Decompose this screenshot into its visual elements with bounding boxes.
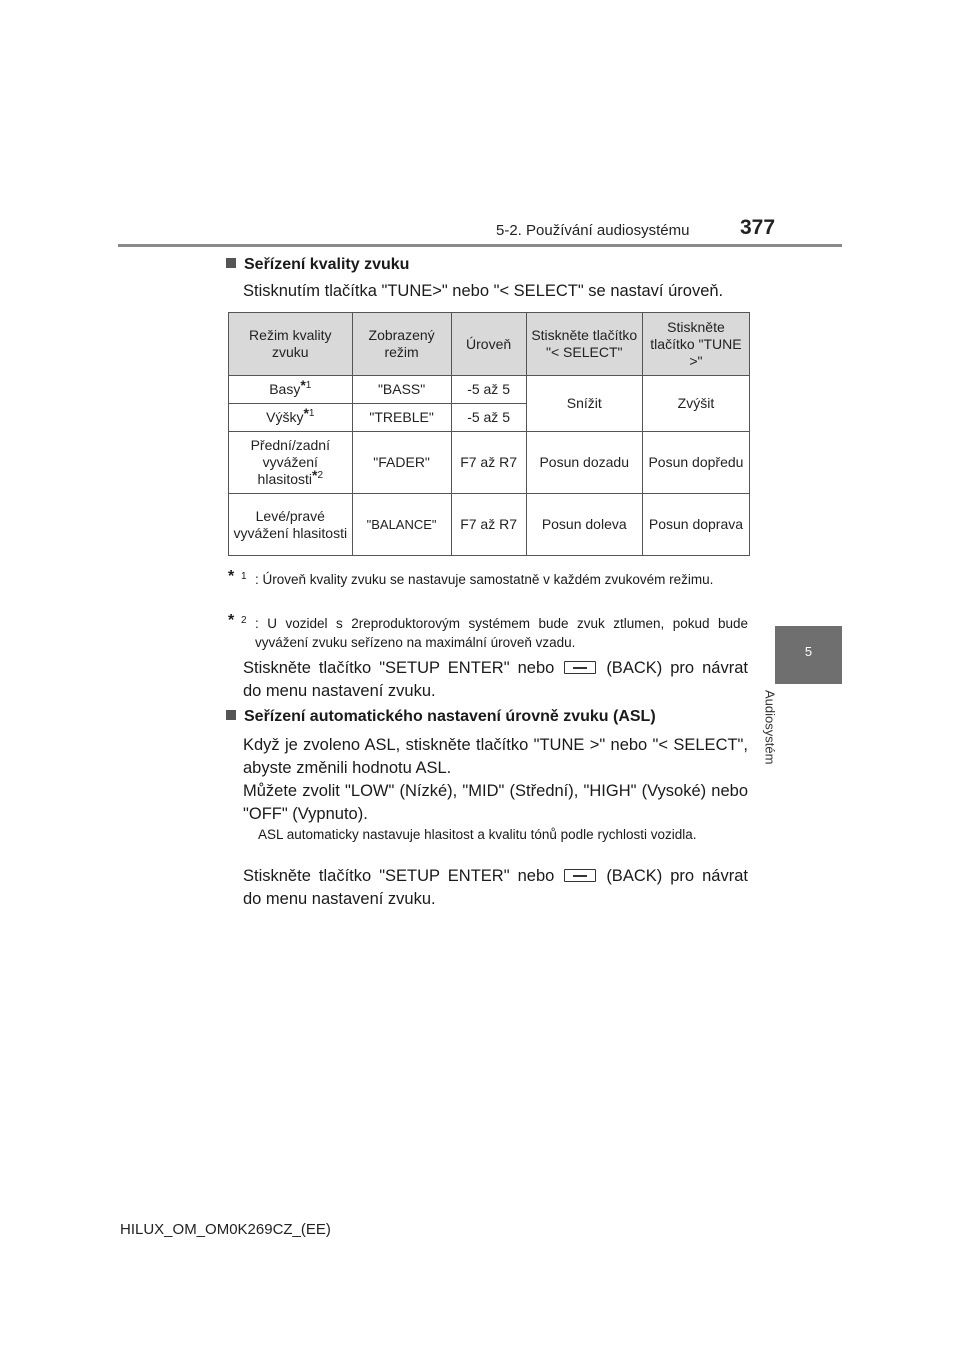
table-cell-mode: Přední/zadní vyvážení hlasitosti$^{*2}$ [229, 432, 353, 494]
section-heading-sound-quality [226, 256, 409, 274]
table-header-cell: Stiskněte tlačítko "TUNE >" [642, 313, 749, 376]
footnote-2 [228, 614, 748, 652]
table-cell-display: "BASS" [352, 376, 451, 404]
header-divider [118, 244, 842, 247]
asl-para-2: Můžete zvolit "LOW" (Nízké), "MID" (Střední), "HIGH" (Vysoké) nebo "OFF" (Vypnuto). [243, 782, 748, 823]
table-row [229, 432, 750, 494]
footnote-asterisk: * [228, 612, 235, 629]
table-row [229, 376, 750, 404]
table-cell-tune: Posun dopředu [642, 432, 749, 494]
asl-note: ASL automaticky nastavuje hlasitost a kvalitu tónů podle rychlosti vozidla. [258, 827, 697, 842]
chapter-label: Audiosystém [762, 690, 778, 765]
square-bullet-icon [226, 710, 236, 720]
header-section-title: 5-2. Používání audiosystému [496, 222, 690, 239]
table-cell-level: -5 až 5 [451, 404, 526, 432]
table-cell-level: F7 až R7 [451, 494, 526, 556]
page-number: 377 [740, 216, 776, 239]
table-cell-level: -5 až 5 [451, 376, 526, 404]
sound-settings-table [228, 312, 750, 556]
footnote-asterisk: * [228, 568, 235, 585]
table-cell-select: Posun doleva [526, 494, 642, 556]
table-cell-display: "TREBLE" [352, 404, 451, 432]
table-cell-display: "BALANCE" [352, 494, 451, 556]
table-cell-level: F7 až R7 [451, 432, 526, 494]
table-cell-select: Posun dozadu [526, 432, 642, 494]
chapter-label-container [760, 690, 780, 780]
table-row [229, 494, 750, 556]
footnote-text: : Úroveň kvality zvuku se nastavuje samostatně v každém zvukovém režimu. [255, 572, 714, 587]
asl-para-1: Když je zvoleno ASL, stiskněte tlačítko "TUNE >" nebo "< SELECT", abyste změnili hodnotu ASL. [243, 736, 748, 777]
table-cell-tune: Posun doprava [642, 494, 749, 556]
footnote-number: 2 [241, 615, 247, 626]
table-header-cell: Stiskněte tlačítko "< SELECT" [526, 313, 642, 376]
table-header-cell: Úroveň [451, 313, 526, 376]
heading-text: Seřízení kvality zvuku [244, 256, 410, 273]
footnote-1 [228, 570, 748, 589]
back-button-icon [564, 869, 596, 882]
section-heading-asl [226, 708, 656, 726]
return-instruction-2: Stiskněte tlačítko "SETUP ENTER" nebo (BACK) pro návrat do menu nastavení zvuku. [243, 867, 748, 908]
table-header-cell: Režim kvality zvuku [229, 313, 353, 376]
table-cell-select-merged: Snížit [526, 376, 642, 432]
asl-description [243, 734, 748, 826]
chapter-tab [775, 626, 842, 684]
table-cell-mode: Basy$^{*1}$ [229, 376, 353, 404]
intro-text: Stisknutím tlačítka "TUNE>" nebo "< SELECT" se nastaví úroveň. [243, 282, 724, 300]
heading-text: Seřízení automatického nastavení úrovně zvuku (ASL) [244, 708, 656, 725]
chapter-number: 5 [804, 644, 813, 659]
footnote-asterisk: * [300, 377, 306, 393]
table-header-cell: Zobrazený režim [352, 313, 451, 376]
square-bullet-icon [226, 258, 236, 268]
table-cell-mode: Výšky$^{*1}$ [229, 404, 353, 432]
table-cell-display: "FADER" [352, 432, 451, 494]
footnote-number: 1 [241, 571, 247, 582]
back-button-icon [564, 661, 596, 674]
footnote-text: : U vozidel s 2reproduktorovým systémem bude zvuk ztlumen, pokud bude vyvážení zvuku seřízeno na maximální úroveň vzadu. [255, 616, 748, 650]
footnote-asterisk: * [303, 405, 309, 421]
table-cell-tune-merged: Zvýšit [642, 376, 749, 432]
return-instruction-1: Stiskněte tlačítko "SETUP ENTER" nebo (BACK) pro návrat do menu nastavení zvuku. [243, 659, 748, 700]
table-cell-mode: Levé/pravé vyvážení hlasitosti [229, 494, 353, 556]
document-id: HILUX_OM_OM0K269CZ_(EE) [120, 1221, 331, 1238]
table-header-row [229, 313, 750, 376]
footnote-asterisk: * [312, 467, 318, 483]
section-intro [243, 280, 748, 303]
